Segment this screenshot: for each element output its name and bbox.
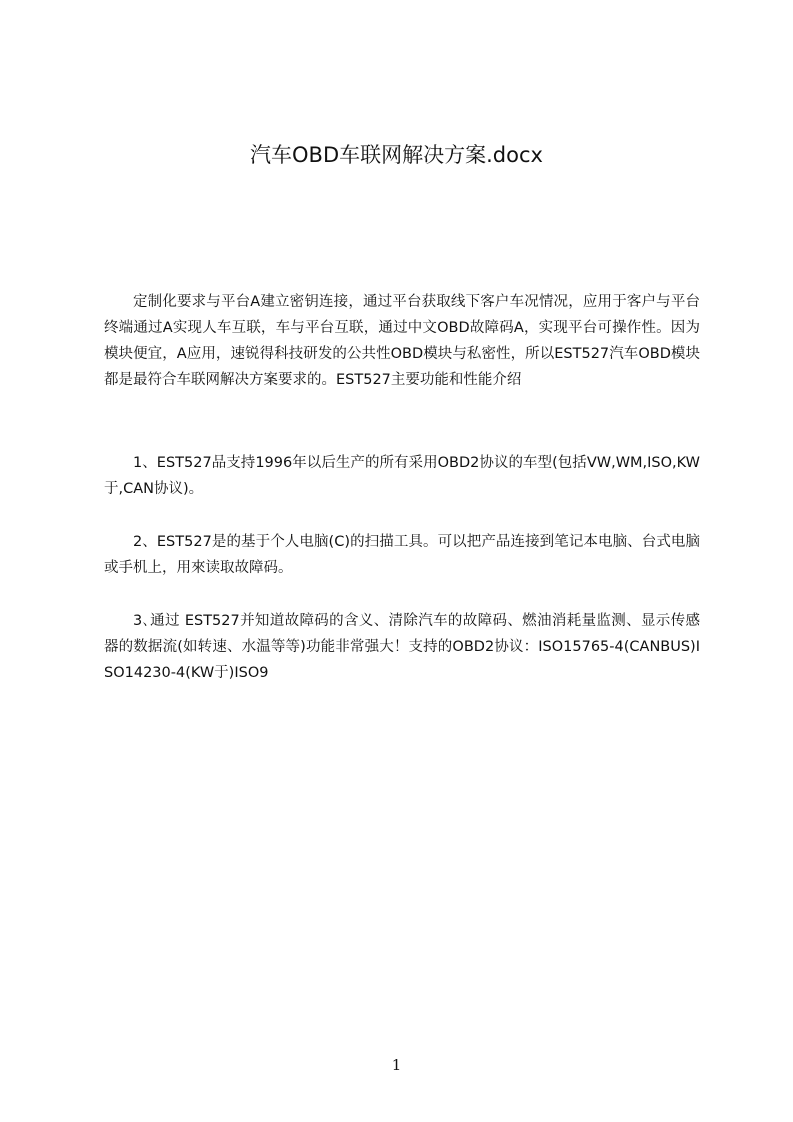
paragraph-intro: 定制化要求与平台A建立密钥连接，通过平台获取线下客户车况情况，应用于客户与平台终端通过A实现人车互联，车与平台互联，通过中文OBD故障码A，实现平台可操作性。因为模块便宜，A应用，速锐得科技研发的公共性OBD模块与私密性，所以EST527汽车OBD模块都是最符合车联网解决方案要求的。EST527主要功能和性能介绍 (104, 294, 700, 388)
paragraph-feature-2: 2、EST527是的基于个人电脑(C)的扫描工具。可以把产品连接到笔记本电脑、台式电脑或手机上，用來读取故障码。 (104, 534, 700, 576)
paragraph-feature-3: 3､通过 EST527并知道故障码的含义、清除汽车的故障码、燃油消耗量监测、显示传感器的数据流(如转速、水温等等)功能非常强大！支持的OBD2协议：ISO15765-4(CANBUS)ISO14230-4(KW于)ISO9 (104, 613, 700, 681)
document-title: 汽车OBD车联网解决方案.docx (250, 143, 543, 167)
page-number: 1 (391, 1056, 402, 1074)
paragraph-feature-1: 1、EST527品支持1996年以后生产的所有采用OBD2协议的车型(包括VW,WM,ISO,KW于,CAN协议)。 (104, 455, 700, 497)
